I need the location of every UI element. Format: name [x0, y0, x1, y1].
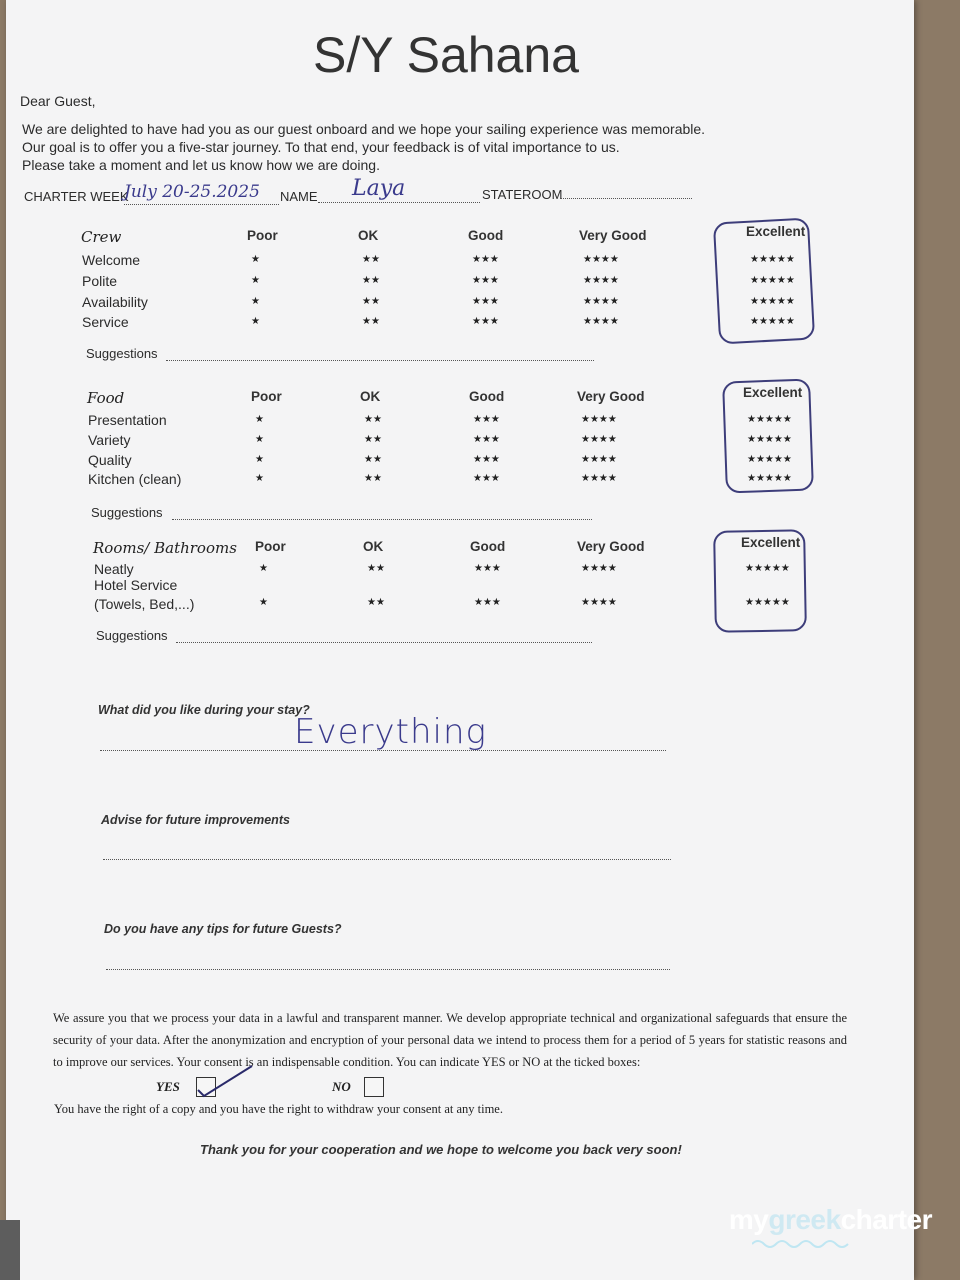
charter-week-label: CHARTER WEEK [24, 189, 129, 204]
star-rating-option[interactable]: ★★★★ [581, 414, 617, 425]
star-rating-option[interactable]: ★★★★ [583, 275, 619, 286]
rating-header-ok: OK [360, 389, 381, 404]
star-rating-option[interactable]: ★ [251, 275, 260, 286]
suggestions-label: Suggestions [96, 628, 168, 643]
suggestions-line[interactable] [166, 360, 594, 361]
rating-header-good: Good [468, 228, 504, 243]
row-label: Hotel Service [94, 577, 178, 593]
star-rating-option[interactable]: ★★★ [472, 316, 499, 327]
row-label: Quality [88, 452, 132, 468]
row-label: Polite [82, 273, 118, 289]
star-rating-option[interactable]: ★★★ [473, 454, 500, 465]
star-rating-option[interactable]: ★★ [362, 316, 380, 327]
star-rating-option[interactable]: ★★★ [473, 473, 500, 484]
rating-header-excellent: Excellent [741, 535, 801, 550]
star-rating-option[interactable]: ★ [251, 254, 260, 265]
stateroom-label: STATEROOM [482, 187, 563, 202]
rating-header-excellent: Excellent [746, 224, 806, 239]
yes-label: YES [156, 1079, 180, 1094]
star-rating-option[interactable]: ★★★★★ [745, 597, 790, 608]
wave-icon [752, 1238, 852, 1250]
star-rating-option[interactable]: ★★★★ [581, 454, 617, 465]
star-rating-option[interactable]: ★ [251, 316, 260, 327]
rating-header-poor: Poor [247, 228, 278, 243]
charter-week-line [124, 204, 279, 205]
rating-header-very-good: Very Good [579, 228, 647, 243]
star-rating-option[interactable]: ★★★★★ [747, 454, 792, 465]
feedback-form-sheet [6, 0, 914, 1280]
star-rating-option[interactable]: ★★★★ [583, 296, 619, 307]
intro-line-2: Our goal is to offer you a five-star journey. To that end, your feedback is of vital importance to us. [22, 139, 620, 155]
greeting: Dear Guest, [20, 93, 96, 109]
star-rating-option[interactable]: ★★★★★ [750, 316, 795, 327]
star-rating-option[interactable]: ★★★ [474, 563, 501, 574]
row-label: Presentation [88, 412, 167, 428]
star-rating-option[interactable]: ★★★★ [583, 316, 619, 327]
star-rating-option[interactable]: ★★★★★ [747, 414, 792, 425]
star-rating-option[interactable]: ★★ [364, 454, 382, 465]
star-rating-option[interactable]: ★★★★★ [750, 296, 795, 307]
section-title: Crew [81, 228, 122, 246]
thank-you-note: Thank you for your cooperation and we hope to welcome you back very soon! [200, 1142, 682, 1157]
star-rating-option[interactable]: ★ [255, 434, 264, 445]
star-rating-option[interactable]: ★★★★ [583, 254, 619, 265]
star-rating-option[interactable]: ★★★★ [581, 597, 617, 608]
name-value[interactable]: Laya [352, 176, 406, 201]
star-rating-option[interactable]: ★ [255, 473, 264, 484]
rating-header-excellent: Excellent [743, 385, 803, 400]
rating-header-poor: Poor [255, 539, 286, 554]
charter-week-value[interactable]: July 20-25.2025 [124, 182, 260, 202]
row-label: Kitchen (clean) [88, 471, 182, 487]
star-rating-option[interactable]: ★★★★★ [747, 473, 792, 484]
form-title: S/Y Sahana [313, 27, 579, 83]
excellent-selection-circle [722, 378, 814, 493]
row-label: Service [82, 314, 129, 330]
question-tips: Do you have any tips for future Guests? [104, 922, 342, 936]
rating-header-poor: Poor [251, 389, 282, 404]
question-improvements: Advise for future improvements [101, 813, 290, 827]
star-rating-option[interactable]: ★★ [364, 473, 382, 484]
star-rating-option[interactable]: ★★ [362, 254, 380, 265]
star-rating-option[interactable]: ★★ [367, 597, 385, 608]
answer-line-improvements[interactable] [103, 859, 671, 860]
row-label: Neatly [94, 561, 134, 577]
star-rating-option[interactable]: ★★ [367, 563, 385, 574]
star-rating-option[interactable]: ★★★ [473, 414, 500, 425]
star-rating-option[interactable]: ★★★★★ [750, 254, 795, 265]
answer-line-tips[interactable] [106, 969, 670, 970]
background-fabric [0, 1220, 20, 1280]
row-label: Variety [88, 432, 131, 448]
star-rating-option[interactable]: ★★ [362, 296, 380, 307]
star-rating-option[interactable]: ★ [255, 454, 264, 465]
star-rating-option[interactable]: ★★ [364, 434, 382, 445]
star-rating-option[interactable]: ★★ [364, 414, 382, 425]
no-checkbox[interactable] [364, 1077, 384, 1097]
star-rating-option[interactable]: ★★★ [472, 296, 499, 307]
suggestions-line[interactable] [172, 519, 592, 520]
suggestions-label: Suggestions [86, 346, 158, 361]
check-mark-icon [196, 1062, 256, 1098]
star-rating-option[interactable]: ★★★★ [581, 563, 617, 574]
section-title: Food [87, 389, 125, 407]
star-rating-option[interactable]: ★★★★★ [750, 275, 795, 286]
star-rating-option[interactable]: ★★★ [473, 434, 500, 445]
star-rating-option[interactable]: ★★★ [474, 597, 501, 608]
star-rating-option[interactable]: ★ [251, 296, 260, 307]
excellent-selection-circle [713, 529, 807, 633]
name-label: NAME [280, 189, 318, 204]
star-rating-option[interactable]: ★★ [362, 275, 380, 286]
rating-header-good: Good [469, 389, 505, 404]
star-rating-option[interactable]: ★★★★ [581, 434, 617, 445]
rating-header-ok: OK [358, 228, 379, 243]
rights-statement: You have the right of a copy and you have the right to withdraw your consent at any time. [54, 1102, 503, 1116]
row-label: Availability [82, 294, 148, 310]
star-rating-option[interactable]: ★ [259, 597, 268, 608]
intro-line-1: We are delighted to have had you as our guest onboard and we hope your sailing experience was memorable. [22, 121, 706, 137]
excellent-selection-circle [713, 218, 815, 345]
rating-header-good: Good [470, 539, 506, 554]
star-rating-option[interactable]: ★★★★★ [745, 563, 790, 574]
star-rating-option[interactable]: ★ [255, 414, 264, 425]
rating-header-ok: OK [363, 539, 384, 554]
answer-liked[interactable]: Everything [294, 712, 487, 752]
section-title: Rooms/ Bathrooms [93, 539, 237, 557]
question-liked: What did you like during your stay? [98, 703, 310, 717]
stateroom-line[interactable] [560, 198, 692, 199]
star-rating-option[interactable]: ★★★★ [581, 473, 617, 484]
rating-header-very-good: Very Good [577, 389, 645, 404]
suggestions-line[interactable] [176, 642, 592, 643]
name-line [318, 202, 480, 203]
suggestions-label: Suggestions [91, 505, 163, 520]
privacy-statement: We assure you that we process your data in a lawful and transparent manner. We develop appropriate technical and organizational safeguards that ensure the security of your data. After the anonymization and encryption of your personal data we intend to process them for a period of 5 years for statistic reasons and to improve our services. Your consent is an indispensable condition. You can indicate YES or NO at the ticked boxes: [53, 1011, 847, 1069]
row-label: (Towels, Bed,...) [94, 596, 195, 612]
no-label: NO [332, 1079, 351, 1094]
star-rating-option[interactable]: ★★★ [472, 254, 499, 265]
brand-watermark: mygreekcharter [728, 1204, 932, 1235]
row-label: Welcome [82, 252, 141, 268]
star-rating-option[interactable]: ★ [259, 563, 268, 574]
star-rating-option[interactable]: ★★★★★ [747, 434, 792, 445]
intro-line-3: Please take a moment and let us know how we are doing. [22, 157, 380, 173]
rating-header-very-good: Very Good [577, 539, 645, 554]
star-rating-option[interactable]: ★★★ [472, 275, 499, 286]
